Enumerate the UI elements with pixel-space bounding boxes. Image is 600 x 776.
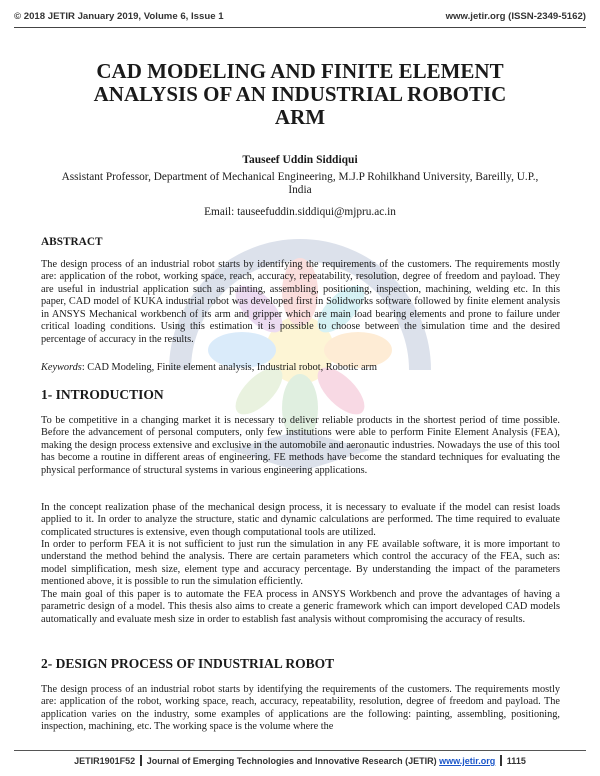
intro-paragraph: In the concept realization phase of the mechanical design process, it is necessary to evaluate if the model can resist loads applied to it. In order to analyze the structure, static and dynamic calculations are performed. The time required to evaluate complicated structures is extensive, even though computational tools are utilized. — [41, 502, 560, 538]
author-affiliation: Assistant Professor, Department of Mechanical Engineering, M.J.P Rohilkhand University, Bareilly, U.P., India — [61, 171, 539, 196]
keywords-list: : CAD Modeling, Finite element analysis, Industrial robot, Robotic arm — [81, 362, 377, 373]
journal-name: Journal of Emerging Technologies and Innovative Research (JETIR) — [146, 756, 437, 766]
footer-separator — [500, 755, 502, 766]
keywords-label: Keywords — [41, 362, 82, 373]
article-id: JETIR1901F52 — [74, 756, 136, 766]
abstract-heading: ABSTRACT — [41, 236, 103, 248]
journal-issue-info: © 2018 JETIR January 2019, Volume 6, Issue 1 — [14, 11, 224, 22]
design-process-paragraph: The design process of an industrial robot starts by identifying the requirements of the customers. The requirements mostly are: application of the robot, working space, reach, accuracy, repeatability, resolution, degree of freedom and payload. The application varies on the industry, some examples of applications are the following: painting, assembling, positioning, inspection, machining, etc. The working space is the volume where the — [41, 684, 560, 733]
running-footer — [0, 755, 600, 766]
intro-paragraph: To be competitive in a changing market it is necessary to deliver reliable products in the shortest period of time possible. Before the advancement of personal computers, only few institutions were able to perform Finite Element Analysis (FEA), making the design process extensive and exclusive in the automobile and aeronautic industries. Nowadays the use of this tool has become a routine in different areas of engineering. FE methods have become the standard techniques for evaluating the physical performance of structural systems in various engineering applications. — [41, 415, 560, 476]
abstract-text: The design process of an industrial robot starts by identifying the requirements of the customers. The requirements mostly are: application of the robot, working space, reach, accuracy, repeatability, resolution, degree of freedom and payload. They are useful in industrial application such as painting, assembling, positioning, inspection, machining, welding etc. In this paper, CAD model of KUKA industrial robot was developed first in Solidworks software followed by finite element analysis in ANSYS Mechanical workbench of its arm and gripper which are main load bearing elements and prone to failure under critical loading conditions. Using this estimation it is possible to choose between the simulation time and the desired percentage of accuracy in the results. — [41, 259, 560, 345]
paper-title: CAD MODELING AND FINITE ELEMENT ANALYSIS OF AN INDUSTRIAL ROBOTIC ARM — [93, 59, 507, 129]
page-number: 1115 — [506, 756, 526, 766]
author-email: Email: tauseefuddin.siddiqui@mjpru.ac.in — [204, 206, 396, 218]
journal-website-link[interactable]: www.jetir.org — [439, 756, 496, 766]
section-heading-design-process: 2- DESIGN PROCESS OF INDUSTRIAL ROBOT — [41, 656, 335, 671]
section-heading-introduction: 1- INTRODUCTION — [41, 387, 164, 402]
author-name: Tauseef Uddin Siddiqui — [242, 154, 358, 166]
header-divider — [14, 27, 586, 28]
intro-paragraph: The main goal of this paper is to automate the FEA process in ANSYS Workbench and prove the advantages of having a parametric design of a model. This thesis also aims to create a generic framework which can import developed CAD models automatically and evaluate mesh size in order to establish fast analysis without compromising the accuracy of results. — [41, 589, 560, 625]
running-header — [14, 11, 586, 22]
footer-separator — [140, 755, 142, 766]
journal-website-issn: www.jetir.org (ISSN-2349-5162) — [445, 11, 586, 22]
intro-paragraph: In order to perform FEA it is not sufficient to just run the simulation in any FE available software, it is more important to understand the method behind the analysis. There are certain parameters which control the accuracy of the FEA, such as: model simplification, mesh size, element type and accuracy percentage. By understanding the impact of the parameters mentioned above, it is possible to run the simulation efficiently. — [41, 539, 560, 588]
footer-divider — [14, 750, 586, 751]
keywords-line — [41, 362, 377, 373]
